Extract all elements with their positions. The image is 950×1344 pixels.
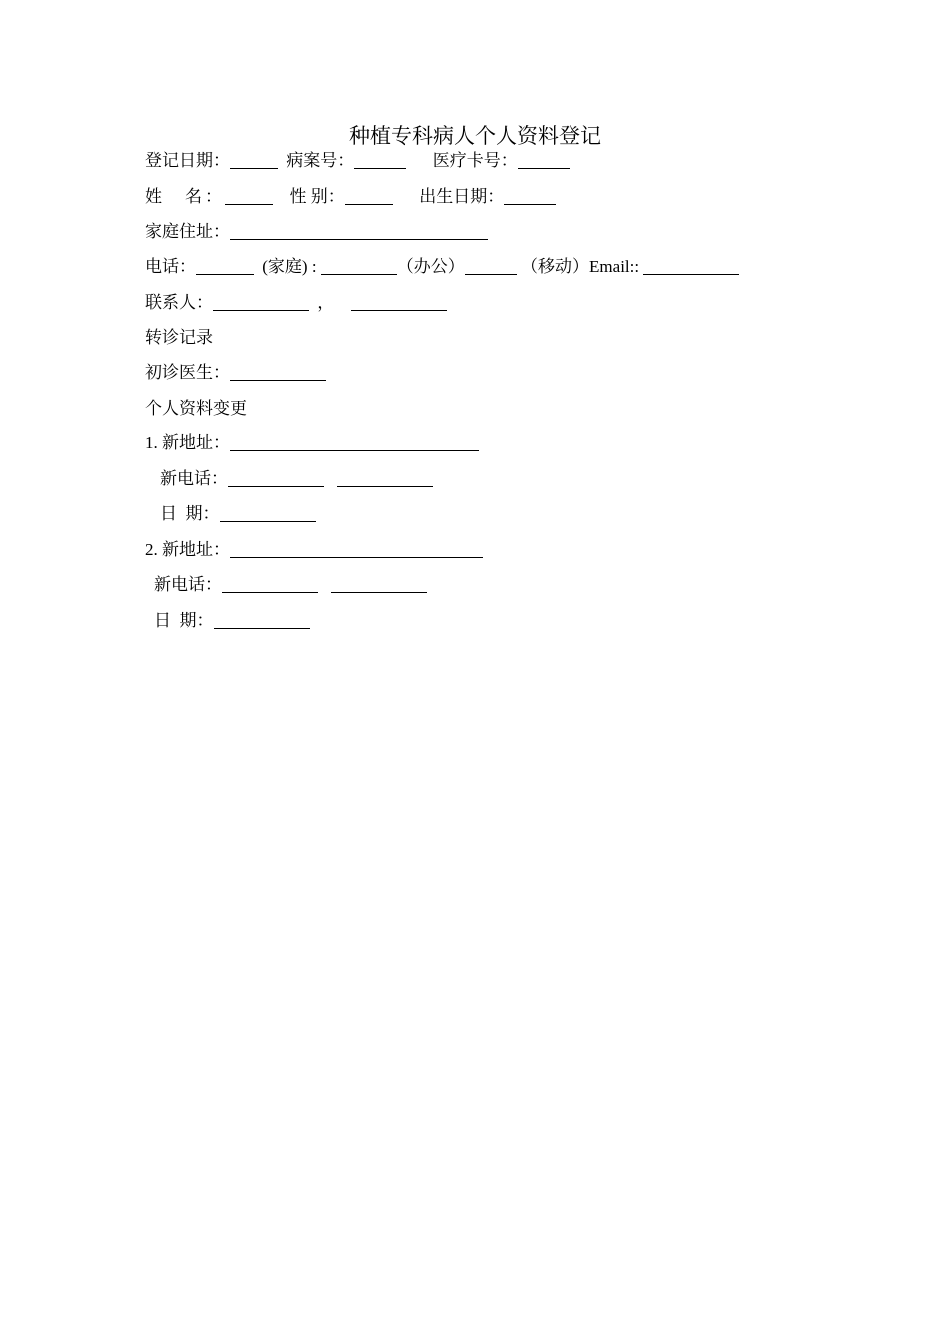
change-1-phone-row — [160, 466, 433, 492]
home-address-label: 家庭住址： — [145, 222, 230, 241]
registration-row — [145, 148, 570, 174]
change-1-date-field[interactable] — [220, 502, 316, 522]
first-doctor-row — [145, 360, 326, 386]
registration-date-field[interactable] — [230, 149, 278, 169]
contact-label: 联系人： — [145, 293, 213, 312]
first-doctor-field[interactable] — [230, 361, 326, 381]
record-number-label: 病案号： — [286, 151, 355, 170]
email-field[interactable] — [643, 255, 739, 275]
change-1-address-field[interactable] — [230, 431, 479, 451]
contact-name-field[interactable] — [213, 291, 309, 311]
change-1-phone-label: 新电话： — [160, 469, 228, 488]
change-2-date-field[interactable] — [214, 609, 310, 629]
phone-office-field[interactable] — [321, 255, 397, 275]
contact-separator: ， — [317, 293, 335, 312]
change-2-address-label: 2. 新地址： — [145, 540, 230, 559]
change-2-address-row — [145, 537, 483, 563]
change-1-phone-field-1[interactable] — [228, 467, 324, 487]
change-1-date-row — [160, 501, 316, 527]
phone-label: 电话： — [145, 257, 196, 276]
change-2-date-label: 日 期： — [154, 611, 214, 630]
phone-row — [145, 254, 739, 280]
registration-date-label: 登记日期： — [145, 151, 230, 170]
phone-mobile-field[interactable] — [465, 255, 517, 275]
changes-heading-row — [145, 396, 247, 422]
referral-heading-row — [145, 325, 213, 351]
change-2-phone-row — [154, 572, 427, 598]
first-doctor-label: 初诊医生： — [145, 363, 230, 382]
birth-date-field[interactable] — [504, 185, 556, 205]
referral-heading: 转诊记录 — [145, 328, 213, 347]
change-2-date-row — [154, 608, 310, 634]
change-2-phone-field-2[interactable] — [331, 573, 427, 593]
phone-mobile-email-label: （移动）Email:: — [521, 257, 640, 276]
home-address-field[interactable] — [230, 220, 488, 240]
phone-home-field[interactable] — [196, 255, 254, 275]
gender-label: 性 别： — [289, 187, 345, 206]
change-2-address-field[interactable] — [230, 538, 483, 558]
change-2-phone-field-1[interactable] — [222, 573, 318, 593]
change-1-date-label: 日 期： — [160, 504, 220, 523]
change-2-phone-label: 新电话： — [154, 575, 222, 594]
record-number-field[interactable] — [354, 149, 406, 169]
medical-card-field[interactable] — [518, 149, 570, 169]
contact-phone-field[interactable] — [351, 291, 447, 311]
gender-field[interactable] — [345, 185, 393, 205]
change-1-address-row — [145, 430, 479, 456]
phone-home-label: (家庭) : — [262, 257, 317, 276]
contact-row — [145, 290, 447, 316]
address-row — [145, 219, 488, 245]
basic-info-row — [145, 184, 556, 210]
name-label: 姓 名： — [145, 187, 225, 206]
change-1-phone-field-2[interactable] — [337, 467, 433, 487]
document-title: 种植专科病人个人资料登记 — [349, 124, 601, 148]
change-1-address-label: 1. 新地址： — [145, 433, 230, 452]
changes-heading: 个人资料变更 — [145, 399, 247, 418]
birth-date-label: 出生日期： — [419, 187, 505, 206]
phone-office-label: （办公） — [396, 257, 465, 276]
name-field[interactable] — [225, 185, 273, 205]
medical-card-label: 医疗卡号： — [432, 151, 518, 170]
